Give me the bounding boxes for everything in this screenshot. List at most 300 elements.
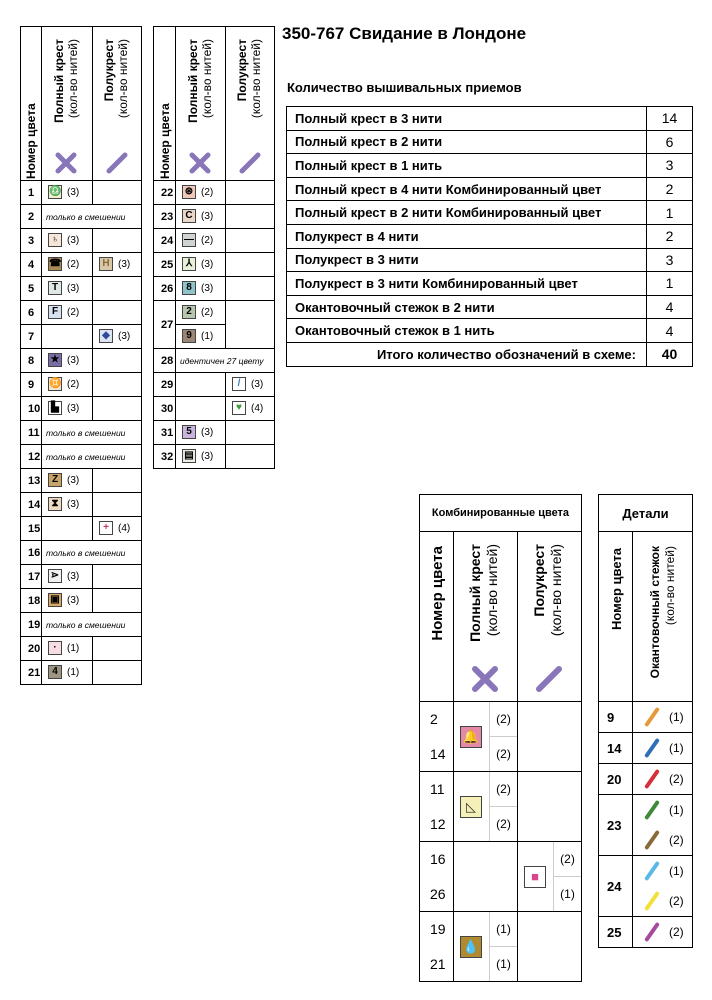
outline-stitch-icon xyxy=(644,707,660,727)
color-number: 32 xyxy=(154,445,176,469)
thread-count: (2) xyxy=(490,702,517,737)
full-cross-thread-count: (2) xyxy=(67,258,80,270)
stitch-row xyxy=(287,319,693,343)
thread-count: (2) xyxy=(669,894,684,908)
full-cross-cell xyxy=(454,912,518,982)
color-row xyxy=(21,397,142,421)
full-cross-cell xyxy=(176,421,226,445)
thread-count: (2) xyxy=(490,772,517,807)
full-cross-cell xyxy=(176,301,226,325)
color-number: 20 xyxy=(21,637,42,661)
full-cross-cell xyxy=(42,349,93,373)
full-cross-symbol: ▤ xyxy=(182,449,196,463)
outline-stitch-icon xyxy=(644,800,660,820)
full-cross-cell xyxy=(42,301,93,325)
full-cross-thread-count: (2) xyxy=(67,378,80,390)
color-number: 21 xyxy=(420,947,454,982)
color-number: 6 xyxy=(21,301,42,325)
full-cross-cell xyxy=(42,397,93,421)
header-number: Номер цвета xyxy=(154,27,176,181)
combined-symbol: 💧 xyxy=(460,936,482,958)
color-row xyxy=(154,301,275,325)
stitch-count: 1 xyxy=(647,201,693,225)
color-row xyxy=(21,301,142,325)
outline-cell xyxy=(633,733,693,764)
color-row xyxy=(21,421,142,445)
combined-symbol: ◺ xyxy=(460,796,482,818)
full-cross-cell xyxy=(176,205,226,229)
color-row xyxy=(21,469,142,493)
outline-stitch-icon xyxy=(644,769,660,789)
full-cross-symbol: · xyxy=(48,641,62,655)
detail-row xyxy=(599,733,693,764)
color-row xyxy=(21,565,142,589)
half-cross-cell xyxy=(226,373,275,397)
stitch-label: Полный крест в 4 нити Комбинированный цвет xyxy=(287,177,647,201)
color-number: 12 xyxy=(21,445,42,469)
color-row xyxy=(154,445,275,469)
header-number: Номер цвета xyxy=(420,532,454,702)
full-cross-symbol: ⋗ xyxy=(48,569,62,583)
color-row xyxy=(21,589,142,613)
color-number: 23 xyxy=(154,205,176,229)
full-cross-symbol: ▙ xyxy=(48,401,62,415)
full-cross-cell xyxy=(176,181,226,205)
full-cross-symbol: — xyxy=(184,234,194,246)
thread-count: (1) xyxy=(669,864,684,878)
outline-stitch-icon xyxy=(644,922,660,942)
full-cross-cell xyxy=(42,325,93,349)
color-number: 14 xyxy=(420,737,454,772)
half-cross-thread-count: (3) xyxy=(118,330,131,342)
full-cross-symbol: F xyxy=(48,305,62,319)
full-cross-cell xyxy=(42,661,93,685)
full-cross-cell xyxy=(42,469,93,493)
thread-count: (2) xyxy=(669,833,684,847)
total-label: Итого количество обозначений в схеме: xyxy=(287,342,647,366)
color-row xyxy=(154,397,275,421)
half-cross-cell xyxy=(93,589,142,613)
combined-row xyxy=(420,772,582,807)
full-cross-cell xyxy=(176,373,226,397)
stitch-label: Полный крест в 2 нити xyxy=(287,130,647,154)
color-row xyxy=(21,253,142,277)
full-cross-symbol: ▣ xyxy=(48,593,62,607)
stitch-label: Полукрест в 3 нити xyxy=(287,248,647,272)
color-row xyxy=(21,613,142,637)
color-row xyxy=(21,277,142,301)
color-row xyxy=(21,349,142,373)
outline-stitch-icon xyxy=(644,738,660,758)
header-full-cross: Полный крест (кол-во нитей) xyxy=(176,27,226,181)
thread-count: (1) xyxy=(669,803,684,817)
color-number: 24 xyxy=(154,229,176,253)
full-cross-cell xyxy=(42,565,93,589)
full-cross-cell xyxy=(42,517,93,541)
color-row xyxy=(154,373,275,397)
color-number: 15 xyxy=(21,517,42,541)
half-cross-cell xyxy=(93,349,142,373)
color-number: 19 xyxy=(21,613,42,637)
full-cross-cell xyxy=(42,589,93,613)
full-cross-cell xyxy=(176,397,226,421)
half-cross-icon xyxy=(535,665,563,693)
color-row xyxy=(154,253,275,277)
half-cross-cell xyxy=(93,373,142,397)
color-number: 25 xyxy=(154,253,176,277)
stitch-count: 6 xyxy=(647,130,693,154)
full-cross-cell xyxy=(176,277,226,301)
stitch-label: Полный крест в 3 нити xyxy=(287,107,647,131)
color-table-1 xyxy=(20,26,142,685)
thread-count: (1) xyxy=(669,710,684,724)
half-cross-cell xyxy=(93,229,142,253)
full-cross-thread-count: (3) xyxy=(201,210,214,222)
full-cross-symbol: 4 xyxy=(48,665,62,679)
half-cross-cell xyxy=(518,772,582,842)
half-cross-cell xyxy=(226,253,275,277)
full-cross-thread-count: (3) xyxy=(67,474,80,486)
full-cross-thread-count: (2) xyxy=(67,306,80,318)
color-number: 28 xyxy=(154,349,176,373)
full-cross-thread-count: (1) xyxy=(67,642,80,654)
full-cross-thread-count: (3) xyxy=(67,498,80,510)
color-number: 26 xyxy=(420,877,454,912)
full-cross-thread-count: (3) xyxy=(67,354,80,366)
stitch-count: 2 xyxy=(647,224,693,248)
color-number: 16 xyxy=(21,541,42,565)
half-cross-icon xyxy=(106,152,128,174)
color-row xyxy=(154,421,275,445)
color-number: 16 xyxy=(420,842,454,877)
color-number: 19 xyxy=(420,912,454,947)
half-cross-cell xyxy=(93,301,142,325)
half-cross-symbol: ♥ xyxy=(232,401,246,415)
stitch-label: Полный крест в 1 нить xyxy=(287,154,647,178)
full-cross-thread-count: (3) xyxy=(201,258,214,270)
color-number: 2 xyxy=(21,205,42,229)
full-cross-symbol: 2 xyxy=(182,305,196,319)
full-cross-icon xyxy=(189,152,211,174)
color-number: 2 xyxy=(420,702,454,737)
half-cross-thread-count: (3) xyxy=(118,258,131,270)
color-number: 5 xyxy=(21,277,42,301)
mix-only-note: только в смешении xyxy=(42,541,142,565)
full-cross-thread-count: (3) xyxy=(201,426,214,438)
color-number: 26 xyxy=(154,277,176,301)
total-row xyxy=(287,342,693,366)
stitch-count: 4 xyxy=(647,319,693,343)
color-row xyxy=(21,373,142,397)
thread-count: (1) xyxy=(560,886,575,901)
outline-cell xyxy=(633,764,693,795)
color-number: 30 xyxy=(154,397,176,421)
half-cross-cell xyxy=(93,637,142,661)
color-number: 12 xyxy=(420,807,454,842)
full-cross-symbol: ♊ xyxy=(49,378,62,390)
combined-colors-title: Комбинированные цвета xyxy=(420,495,582,532)
color-number: 9 xyxy=(599,702,633,733)
outline-cell xyxy=(633,917,693,948)
half-cross-thread-count: (3) xyxy=(251,378,264,390)
color-row xyxy=(154,181,275,205)
full-cross-thread-count: (3) xyxy=(67,570,80,582)
color-number: 29 xyxy=(154,373,176,397)
full-cross-thread-count: (3) xyxy=(67,234,80,246)
color-number: 14 xyxy=(599,733,633,764)
full-cross-symbol: ☎ xyxy=(49,258,62,270)
full-cross-symbol: ♎ xyxy=(49,186,62,198)
stitch-row xyxy=(287,130,693,154)
half-cross-symbol: H xyxy=(99,257,113,271)
thread-count: (2) xyxy=(554,842,581,877)
half-cross-cell xyxy=(93,661,142,685)
color-table-2 xyxy=(153,26,275,469)
thread-count: (2) xyxy=(669,772,684,786)
page-title: 350-767 Свидание в Лондоне xyxy=(282,24,527,43)
half-cross-cell xyxy=(93,181,142,205)
thread-count: (2) xyxy=(669,925,684,939)
color-row xyxy=(21,517,142,541)
half-cross-cell xyxy=(518,912,582,982)
stitch-summary-table xyxy=(286,106,693,367)
color-number: 4 xyxy=(21,253,42,277)
stitch-row xyxy=(287,295,693,319)
color-number: 10 xyxy=(21,397,42,421)
full-cross-thread-count: (3) xyxy=(201,450,214,462)
color-number: 17 xyxy=(21,565,42,589)
header-half-cross: Полукрест (кол-во нитей) xyxy=(226,27,275,181)
stitch-count: 3 xyxy=(647,248,693,272)
header-half-cross: Полукрест (кол-во нитей) xyxy=(518,532,582,702)
half-cross-thread-count: (4) xyxy=(118,522,131,534)
outline-stitch-icon xyxy=(644,891,660,911)
color-number: 31 xyxy=(154,421,176,445)
outline-cell xyxy=(633,795,693,856)
full-cross-thread-count: (1) xyxy=(201,330,214,342)
full-cross-cell xyxy=(176,253,226,277)
header-outline: Окантовочный стежок (кол-во нитей) xyxy=(633,532,693,702)
full-cross-cell xyxy=(176,325,226,349)
full-cross-symbol: ⊛ xyxy=(182,185,196,199)
combined-colors-table xyxy=(419,494,582,982)
thread-count: (1) xyxy=(669,741,684,755)
stitch-row xyxy=(287,248,693,272)
outline-stitch-icon xyxy=(644,830,660,850)
full-cross-thread-count: (3) xyxy=(201,282,214,294)
full-cross-symbol: ★ xyxy=(48,353,62,367)
stitch-row xyxy=(287,154,693,178)
stitch-count: 4 xyxy=(647,295,693,319)
half-cross-icon xyxy=(239,152,261,174)
half-cross-cell xyxy=(93,253,142,277)
half-cross-cell xyxy=(226,229,275,253)
half-cross-symbol: / xyxy=(232,377,246,391)
combined-row xyxy=(420,842,582,877)
half-cross-cell xyxy=(226,277,275,301)
color-row xyxy=(21,229,142,253)
full-cross-symbol: Z xyxy=(48,473,62,487)
color-row xyxy=(21,637,142,661)
color-row xyxy=(154,349,275,373)
stitch-count: 14 xyxy=(647,107,693,131)
color-number: 11 xyxy=(21,421,42,445)
full-cross-icon xyxy=(55,152,77,174)
detail-row xyxy=(599,702,693,733)
color-number: 25 xyxy=(599,917,633,948)
color-row xyxy=(21,541,142,565)
color-row xyxy=(21,325,142,349)
detail-row xyxy=(599,795,693,856)
half-cross-cell xyxy=(93,517,142,541)
detail-row xyxy=(599,764,693,795)
combined-symbol: 🔔 xyxy=(460,726,482,748)
header-full-cross: Полный крест (кол-во нитей) xyxy=(42,27,93,181)
color-number: 8 xyxy=(21,349,42,373)
stitch-count: 3 xyxy=(647,154,693,178)
stitch-row xyxy=(287,177,693,201)
mix-only-note: только в смешении xyxy=(42,205,142,229)
half-cross-cell xyxy=(226,421,275,445)
half-cross-cell xyxy=(226,205,275,229)
thread-count: (2) xyxy=(496,816,511,831)
half-cross-cell xyxy=(93,397,142,421)
half-cross-symbol: + xyxy=(99,521,113,535)
full-cross-thread-count: (3) xyxy=(67,402,80,414)
full-cross-symbol: ⧗ xyxy=(48,497,62,511)
full-cross-cell xyxy=(42,229,93,253)
half-cross-cell xyxy=(518,702,582,772)
color-number: 23 xyxy=(599,795,633,856)
full-cross-cell xyxy=(42,373,93,397)
full-cross-cell xyxy=(454,702,518,772)
header-half-cross: Полукрест (кол-во нитей) xyxy=(93,27,142,181)
color-row xyxy=(154,229,275,253)
half-cross-thread-count: (4) xyxy=(251,402,264,414)
detail-row xyxy=(599,917,693,948)
full-cross-cell xyxy=(42,181,93,205)
thread-count: (1) xyxy=(496,956,511,971)
full-cross-thread-count: (1) xyxy=(67,666,80,678)
half-cross-cell xyxy=(226,397,275,421)
full-cross-cell xyxy=(42,637,93,661)
full-cross-symbol: ⅄ xyxy=(182,257,196,271)
combined-row xyxy=(420,702,582,737)
mix-only-note: только в смешении xyxy=(42,613,142,637)
color-row xyxy=(21,181,142,205)
full-cross-thread-count: (3) xyxy=(67,282,80,294)
color-row xyxy=(21,445,142,469)
total-count: 40 xyxy=(647,342,693,366)
details-table xyxy=(598,494,693,948)
color-row xyxy=(21,493,142,517)
stitch-label: Окантовочный стежок в 1 нить xyxy=(287,319,647,343)
color-number: 22 xyxy=(154,181,176,205)
half-cross-cell xyxy=(518,842,582,912)
detail-row xyxy=(599,856,693,917)
thread-count: (1) xyxy=(490,912,517,947)
color-number: 18 xyxy=(21,589,42,613)
full-cross-thread-count: (2) xyxy=(201,234,214,246)
outline-cell xyxy=(633,856,693,917)
stitch-count: 2 xyxy=(647,177,693,201)
full-cross-symbol: 9 xyxy=(182,329,196,343)
full-cross-thread-count: (2) xyxy=(201,306,214,318)
details-title: Детали xyxy=(599,495,693,532)
full-cross-cell xyxy=(176,229,226,253)
color-number: 9 xyxy=(21,373,42,397)
combined-row xyxy=(420,912,582,947)
full-cross-symbol: ♄ xyxy=(48,233,62,247)
color-row xyxy=(154,277,275,301)
stitch-label: Полный крест в 2 нити Комбинированный цвет xyxy=(287,201,647,225)
stitch-row xyxy=(287,201,693,225)
half-cross-symbol: ◆ xyxy=(99,329,113,343)
header-number: Номер цвета xyxy=(599,532,633,702)
half-cross-cell xyxy=(226,301,275,349)
stitch-row xyxy=(287,272,693,296)
half-cross-cell xyxy=(93,469,142,493)
half-cross-cell xyxy=(226,445,275,469)
color-number: 14 xyxy=(21,493,42,517)
full-cross-thread-count: (3) xyxy=(67,186,80,198)
header-full-cross: Полный крест (кол-во нитей) xyxy=(454,532,518,702)
color-row xyxy=(21,205,142,229)
color-row xyxy=(154,205,275,229)
full-cross-cell xyxy=(454,842,518,912)
color-number: 1 xyxy=(21,181,42,205)
mix-only-note: только в смешении xyxy=(42,421,142,445)
mix-only-note: только в смешении xyxy=(42,445,142,469)
half-cross-cell xyxy=(226,181,275,205)
full-cross-icon xyxy=(471,665,499,693)
color-row xyxy=(21,661,142,685)
color-number: 24 xyxy=(599,856,633,917)
full-cross-thread-count: (3) xyxy=(67,594,80,606)
half-cross-cell xyxy=(93,565,142,589)
stitch-summary-label: Количество вышивальных приемов xyxy=(287,80,522,95)
stitch-row xyxy=(287,107,693,131)
combined-symbol: ■ xyxy=(524,866,546,888)
color-number: 27 xyxy=(154,301,176,349)
full-cross-cell xyxy=(42,253,93,277)
full-cross-symbol: 5 xyxy=(182,425,196,439)
stitch-count: 1 xyxy=(647,272,693,296)
full-cross-cell xyxy=(42,277,93,301)
half-cross-cell xyxy=(93,493,142,517)
stitch-label: Окантовочный стежок в 2 нити xyxy=(287,295,647,319)
half-cross-cell xyxy=(93,325,142,349)
full-cross-symbol: T xyxy=(48,281,62,295)
outline-cell xyxy=(633,702,693,733)
identical-note: идентичен 27 цвету xyxy=(176,349,275,373)
color-number: 3 xyxy=(21,229,42,253)
color-number: 21 xyxy=(21,661,42,685)
color-number: 13 xyxy=(21,469,42,493)
color-number: 20 xyxy=(599,764,633,795)
stitch-label: Полукрест в 4 нити xyxy=(287,224,647,248)
thread-count: (2) xyxy=(496,746,511,761)
full-cross-symbol: C xyxy=(182,209,196,223)
header-number: Номер цвета xyxy=(21,27,42,181)
color-number: 7 xyxy=(21,325,42,349)
stitch-row xyxy=(287,224,693,248)
color-number: 11 xyxy=(420,772,454,807)
full-cross-symbol: 8 xyxy=(182,281,196,295)
stitch-label: Полукрест в 3 нити Комбинированный цвет xyxy=(287,272,647,296)
full-cross-cell xyxy=(454,772,518,842)
half-cross-cell xyxy=(93,277,142,301)
